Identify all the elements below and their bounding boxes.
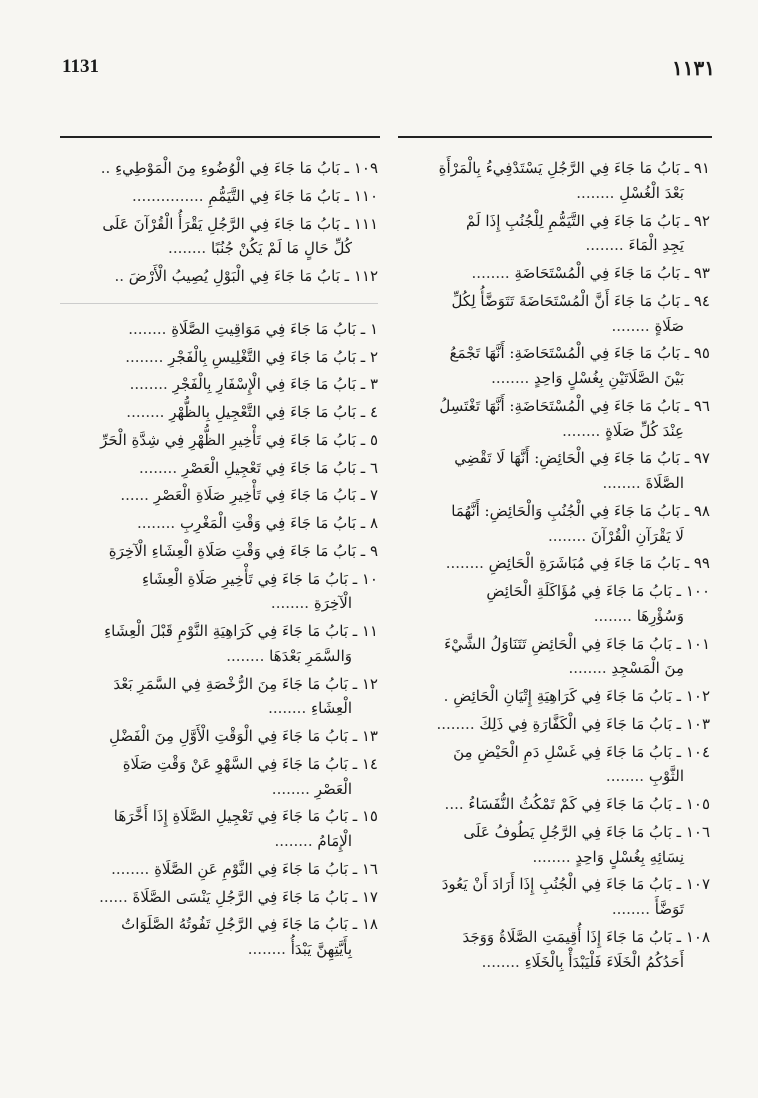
header-rule-left bbox=[60, 136, 380, 138]
dot-leader: ........ bbox=[126, 403, 165, 421]
toc-entry-continuation-text: الثَّوْبِ bbox=[648, 767, 684, 786]
section-divider bbox=[60, 303, 378, 305]
toc-entry-title: ١٠١ ـ بَابُ مَا جَاءَ فِي الْحَائِضِ تَتَنَاوَلُ الشَّيْءَ bbox=[444, 634, 710, 653]
toc-entry-continuation bbox=[400, 604, 710, 629]
toc-entry-title: ١١١ ـ بَابُ مَا جَاءَ فِي الرَّجُلِ يَقْرَأُ الْقُرْآنَ عَلَى bbox=[102, 214, 378, 233]
toc-left-bottom-group bbox=[60, 317, 378, 962]
toc-entry-title: ١٣ ـ بَابُ مَا جَاءَ فِي الْوَقْتِ الْأَوَّلِ مِنَ الْفَضْلِ bbox=[109, 727, 378, 745]
toc-entry-title: ١٥ ـ بَابُ مَا جَاءَ فِي تَعْجِيلِ الصَّلَاةِ إِذَا أَخَّرَهَا bbox=[113, 807, 378, 826]
toc-entry-continuation bbox=[400, 764, 710, 789]
dot-leader: ........ bbox=[547, 526, 587, 545]
toc-entry-continuation bbox=[400, 950, 710, 975]
toc-entry bbox=[60, 857, 378, 882]
dot-leader: ........ bbox=[471, 264, 510, 282]
dot-leader: ........ bbox=[605, 767, 645, 786]
toc-entry-title: ٩٧ ـ بَابُ مَا جَاءَ فِي الْحَائِضِ: أَنَّهَا لَا تَقْضِي bbox=[454, 449, 710, 468]
dot-leader: ........ bbox=[602, 474, 641, 492]
toc-entry-title: ١٠٧ ـ بَابُ مَا جَاءَ فِي الْجُنُبِ إِذَا أَرَادَ أَنْ يَعُودَ bbox=[441, 875, 710, 894]
toc-entry bbox=[60, 752, 378, 802]
toc-entry-continuation-text: الْآخِرَةِ bbox=[313, 594, 352, 613]
dot-leader: ........ bbox=[274, 832, 313, 850]
toc-entry-title: ٥ ـ بَابُ مَا جَاءَ فِي تَأْخِيرِ الظُّهْرِ فِي شِدَّةِ الْحَرِّ bbox=[100, 430, 378, 449]
toc-entry-title: ٧ ـ بَابُ مَا جَاءَ فِي تَأْخِيرِ صَلَاةِ الْعَصْرِ bbox=[153, 486, 378, 505]
dot-leader: .. bbox=[100, 159, 111, 177]
toc-entry bbox=[400, 341, 710, 391]
toc-entry bbox=[60, 317, 378, 342]
page-number-latin: 1131 bbox=[62, 56, 99, 77]
toc-entry bbox=[60, 456, 378, 481]
dot-leader: ........ bbox=[247, 940, 286, 958]
dot-leader: ............... bbox=[132, 186, 204, 205]
toc-left-column bbox=[60, 156, 378, 965]
toc-entry bbox=[60, 885, 378, 910]
toc-entry bbox=[400, 740, 710, 790]
dot-leader: ........ bbox=[562, 421, 601, 440]
toc-entry bbox=[400, 499, 710, 549]
page-number-arabic: ١١٣١ bbox=[672, 56, 715, 80]
dot-leader: ........ bbox=[271, 779, 310, 798]
toc-entry-continuation bbox=[60, 937, 378, 962]
toc-entry-title: ١ ـ بَابُ مَا جَاءَ فِي مَوَاقِيتِ الصَّلَاةِ bbox=[171, 319, 378, 338]
dot-leader: ........ bbox=[593, 606, 632, 625]
dot-leader: ........ bbox=[168, 239, 207, 258]
dot-leader: ........ bbox=[611, 316, 650, 335]
toc-entry-title: ١١٠ ـ بَابُ مَا جَاءَ فِي التَّيَمُّمِ bbox=[208, 186, 378, 205]
dot-leader: ........ bbox=[129, 375, 168, 394]
toc-entry-continuation-text: وَالسَّمَرِ بَعْدَهَا bbox=[269, 646, 352, 665]
dot-leader: ........ bbox=[268, 699, 307, 718]
toc-entry-title: ١٨ ـ بَابُ مَا جَاءَ فِي الرَّجُلِ تَفُوتُهُ الصَّلَوَاتُ bbox=[121, 915, 378, 934]
toc-entry bbox=[60, 672, 378, 722]
toc-entry-continuation bbox=[400, 181, 710, 206]
dot-leader: ........ bbox=[128, 319, 167, 338]
dot-leader: ........ bbox=[576, 183, 615, 202]
toc-entry-title: ٩٢ ـ بَابُ مَا جَاءَ فِي التَّيَمُّمِ لِلْجُنُبِ إِذَا لَمْ bbox=[466, 211, 710, 230]
toc-entry bbox=[60, 567, 378, 617]
toc-entry-title: ١٠ ـ بَابُ مَا جَاءَ فِي تَأْخِيرِ صَلَاةِ الْعِشَاءِ bbox=[141, 569, 378, 588]
toc-entry-title: ٣ ـ بَابُ مَا جَاءَ فِي الْإِسْفَارِ بِالْفَجْرِ bbox=[172, 375, 378, 394]
dot-leader: ........ bbox=[481, 952, 520, 971]
toc-entry bbox=[60, 184, 378, 209]
toc-entry-continuation-text: الْعِشَاءِ bbox=[311, 699, 352, 718]
toc-right-column bbox=[400, 156, 710, 977]
toc-entry-continuation bbox=[60, 777, 378, 802]
toc-left-top-group bbox=[60, 156, 378, 289]
toc-entry-title: ٤ ـ بَابُ مَا جَاءَ فِي التَّعْجِيلِ بِالظُّهْرِ bbox=[169, 403, 378, 421]
dot-leader: ........ bbox=[568, 659, 607, 678]
toc-entry bbox=[400, 209, 710, 259]
dot-leader: ...... bbox=[120, 486, 149, 505]
toc-entry-continuation-text: كُلِّ حَالٍ مَا لَمْ يَكُنْ جُنُبًا bbox=[210, 239, 352, 258]
toc-entry bbox=[400, 820, 710, 870]
dot-leader: ........ bbox=[226, 646, 265, 665]
dot-leader: ........ bbox=[611, 900, 650, 918]
toc-entry-continuation-text: الْإِمَامُ bbox=[317, 832, 352, 850]
dot-leader: ........ bbox=[125, 347, 164, 366]
toc-entry-continuation-text: عِنْدَ كُلِّ صَلَاةٍ bbox=[605, 421, 684, 440]
toc-entry-continuation bbox=[400, 845, 710, 870]
toc-entry-title: ١٠٢ ـ بَابُ مَا جَاءَ فِي كَرَاهِيَةِ إِتْيَانِ الْحَائِضِ bbox=[453, 687, 710, 705]
toc-entry-continuation-text: تَوَضَّأَ bbox=[654, 900, 684, 918]
toc-entry-continuation bbox=[60, 236, 378, 261]
toc-entry-continuation bbox=[400, 656, 710, 681]
toc-entry-title: ١٠٩ ـ بَابُ مَا جَاءَ فِي الْوُضُوءِ مِنَ الْمَوْطِيءِ bbox=[115, 159, 378, 177]
toc-entry-continuation-text: يَجِدِ الْمَاءَ bbox=[628, 236, 684, 255]
toc-entry bbox=[60, 724, 378, 749]
dot-leader: ........ bbox=[270, 594, 310, 613]
dot-leader: ........ bbox=[491, 369, 530, 387]
dot-leader: . bbox=[443, 687, 449, 705]
toc-entry-continuation-text: بِأَيَّتِهِنَّ يَبْدَأُ bbox=[290, 940, 352, 958]
toc-entry-title: ١٦ ـ بَابُ مَا جَاءَ فِي النَّوْمِ عَنِ الصَّلَاةِ bbox=[154, 859, 378, 878]
toc-entry bbox=[60, 511, 378, 536]
dot-leader: ........ bbox=[532, 847, 571, 866]
toc-entry bbox=[400, 579, 710, 629]
toc-entry-title: ١١ ـ بَابُ مَا جَاءَ فِي كَرَاهِيَةِ النَّوْمِ قَبْلَ الْعِشَاءِ bbox=[104, 622, 378, 640]
toc-entry-continuation bbox=[60, 591, 378, 616]
toc-entry bbox=[400, 551, 710, 576]
toc-entry-title: ١٠٠ ـ بَابُ مَا جَاءَ فِي مُؤَاكَلَةِ الْحَائِضِ bbox=[486, 582, 710, 600]
toc-entry-title: ١٠٤ ـ بَابُ مَا جَاءَ فِي غَسْلِ دَمِ الْحَيْضِ مِنَ bbox=[453, 742, 710, 761]
toc-entry-continuation bbox=[400, 233, 710, 258]
toc-entry bbox=[400, 712, 710, 737]
toc-entry bbox=[60, 400, 378, 425]
toc-entry bbox=[60, 912, 378, 962]
toc-entry-title: ٩٩ ـ بَابُ مَا جَاءَ فِي مُبَاشَرَةِ الْحَائِضِ bbox=[488, 554, 710, 573]
toc-entry bbox=[400, 446, 710, 496]
toc-entry-title: ٨ ـ بَابُ مَا جَاءَ فِي وَقْتِ الْمَغْرِبِ bbox=[179, 514, 378, 532]
toc-entry-continuation bbox=[60, 829, 378, 854]
toc-entry-continuation-text: نِسَائِهِ بِغُسْلٍ وَاحِدٍ bbox=[575, 847, 684, 866]
toc-entry-continuation-text: الصَّلَاةَ bbox=[645, 474, 684, 492]
toc-entry-title: ٩٦ ـ بَابُ مَا جَاءَ فِي الْمُسْتَحَاضَةِ: أَنَّهَا تَغْتَسِلُ bbox=[439, 396, 710, 415]
toc-entry bbox=[400, 261, 710, 286]
toc-entry-title: ١١٢ ـ بَابُ مَا جَاءَ فِي الْبَوْلِ يُصِيبُ الْأَرْضَ bbox=[128, 267, 378, 285]
header-rule-right bbox=[398, 136, 712, 138]
toc-entry bbox=[60, 539, 378, 564]
toc-entry-title: ١٠٥ ـ بَابُ مَا جَاءَ فِي كَمْ تَمْكُثُ النُّفَسَاءُ bbox=[468, 795, 710, 813]
toc-entry-continuation-text: لَا يَقْرَآنِ الْقُرْآنَ bbox=[590, 526, 684, 545]
toc-entry bbox=[60, 345, 378, 370]
toc-entry-continuation bbox=[60, 644, 378, 669]
toc-entry-title: ٩٨ ـ بَابُ مَا جَاءَ فِي الْجُنُبِ وَالْحَائِضِ: أَنَّهُمَا bbox=[451, 501, 710, 520]
dot-leader: ........ bbox=[111, 859, 150, 878]
dot-leader: ...... bbox=[99, 887, 128, 906]
toc-entry-continuation-text: وَسُؤْرِهَا bbox=[636, 606, 684, 625]
toc-entry-continuation bbox=[400, 524, 710, 549]
dot-leader: ........ bbox=[137, 514, 176, 532]
toc-entry bbox=[60, 619, 378, 669]
toc-entry-continuation-text: بَيْنَ الصَّلَاتَيْنِ بِغُسْلٍ وَاحِدٍ bbox=[534, 369, 684, 387]
toc-entry bbox=[400, 394, 710, 444]
toc-entry bbox=[400, 684, 710, 709]
toc-entry bbox=[400, 925, 710, 975]
toc-entry bbox=[60, 483, 378, 508]
dot-leader: ........ bbox=[585, 236, 624, 255]
toc-entry-title: ١٧ ـ بَابُ مَا جَاءَ فِي الرَّجُلِ يَنْسَى الصَّلَاةَ bbox=[132, 887, 378, 906]
toc-entry bbox=[400, 289, 710, 339]
dot-leader: ........ bbox=[445, 554, 484, 573]
toc-entry-title: ٩ ـ بَابُ مَا جَاءَ فِي وَقْتِ صَلَاةِ الْعِشَاءِ الْآخِرَةِ bbox=[108, 541, 378, 560]
toc-entry-title: ٩١ ـ بَابُ مَا جَاءَ فِي الرَّجُلِ يَسْتَدْفِيءُ بِالْمَرْأَةِ bbox=[438, 159, 710, 177]
toc-entry-continuation bbox=[400, 897, 710, 922]
dot-leader: ........ bbox=[436, 714, 475, 733]
toc-entry bbox=[60, 212, 378, 262]
toc-entry-continuation-text: صَلَاةٍ bbox=[654, 316, 684, 335]
toc-entry bbox=[60, 372, 378, 397]
toc-entry bbox=[400, 632, 710, 682]
toc-entry bbox=[400, 872, 710, 922]
toc-entry-title: ٦ ـ بَابُ مَا جَاءَ فِي تَعْجِيلِ الْعَصْرِ bbox=[181, 458, 378, 477]
toc-entry bbox=[60, 428, 378, 453]
toc-entry-continuation-text: مِنَ الْمَسْجِدِ bbox=[611, 659, 684, 678]
toc-entry-continuation bbox=[60, 696, 378, 721]
toc-entry bbox=[400, 792, 710, 817]
toc-entry-continuation-text: الْعَصْرِ bbox=[314, 779, 352, 798]
toc-entry-title: ١٠٣ ـ بَابُ مَا جَاءَ فِي الْكَفَّارَةِ فِي ذَلِكَ bbox=[479, 714, 710, 733]
dot-leader: .. bbox=[114, 267, 125, 285]
toc-entry-continuation bbox=[400, 314, 710, 339]
toc-entry-continuation bbox=[400, 471, 710, 496]
toc-entry bbox=[400, 156, 710, 206]
dot-leader: .... bbox=[444, 795, 464, 813]
toc-entry-title: ٢ ـ بَابُ مَا جَاءَ فِي التَّغْلِيسِ بِالْفَجْرِ bbox=[168, 347, 378, 366]
toc-entry-continuation-text: بَعْدَ الْغُسْلِ bbox=[619, 183, 684, 202]
toc-entry-title: ١٤ ـ بَابُ مَا جَاءَ فِي السَّهْوِ عَنْ وَقْتِ صَلَاةِ bbox=[122, 754, 378, 773]
dot-leader: ........ bbox=[138, 458, 178, 477]
toc-entry-continuation bbox=[400, 366, 710, 391]
toc-entry-title: ٩٤ ـ بَابُ مَا جَاءَ أَنَّ الْمُسْتَحَاضَةَ تَتَوَضَّأُ لِكُلِّ bbox=[451, 291, 710, 310]
toc-entry-title: ٩٥ ـ بَابُ مَا جَاءَ فِي الْمُسْتَحَاضَةِ: أَنَّهَا تَجْمَعُ bbox=[449, 344, 710, 363]
toc-entry bbox=[60, 804, 378, 854]
toc-entry-continuation-text: أَحَدُكُمُ الْخَلَاءَ فَلْيَبْدَأْ بِالْخَلَاءِ bbox=[524, 952, 684, 971]
toc-entry-title: ٩٣ ـ بَابُ مَا جَاءَ فِي الْمُسْتَحَاضَةِ bbox=[514, 264, 710, 282]
toc-entry-continuation bbox=[400, 419, 710, 444]
toc-entry bbox=[60, 264, 378, 289]
toc-entry-title: ١٢ ـ بَابُ مَا جَاءَ مِنَ الرُّخْصَةِ فِي السَّمَرِ بَعْدَ bbox=[113, 674, 378, 693]
toc-entry-title: ١٠٨ ـ بَابُ مَا جَاءَ إِذَا أُقِيمَتِ الصَّلَاةُ وَوَجَدَ bbox=[462, 927, 710, 946]
toc-entry bbox=[60, 156, 378, 181]
toc-entry-title: ١٠٦ ـ بَابُ مَا جَاءَ فِي الرَّجُلِ يَطُوفُ عَلَى bbox=[463, 822, 710, 841]
